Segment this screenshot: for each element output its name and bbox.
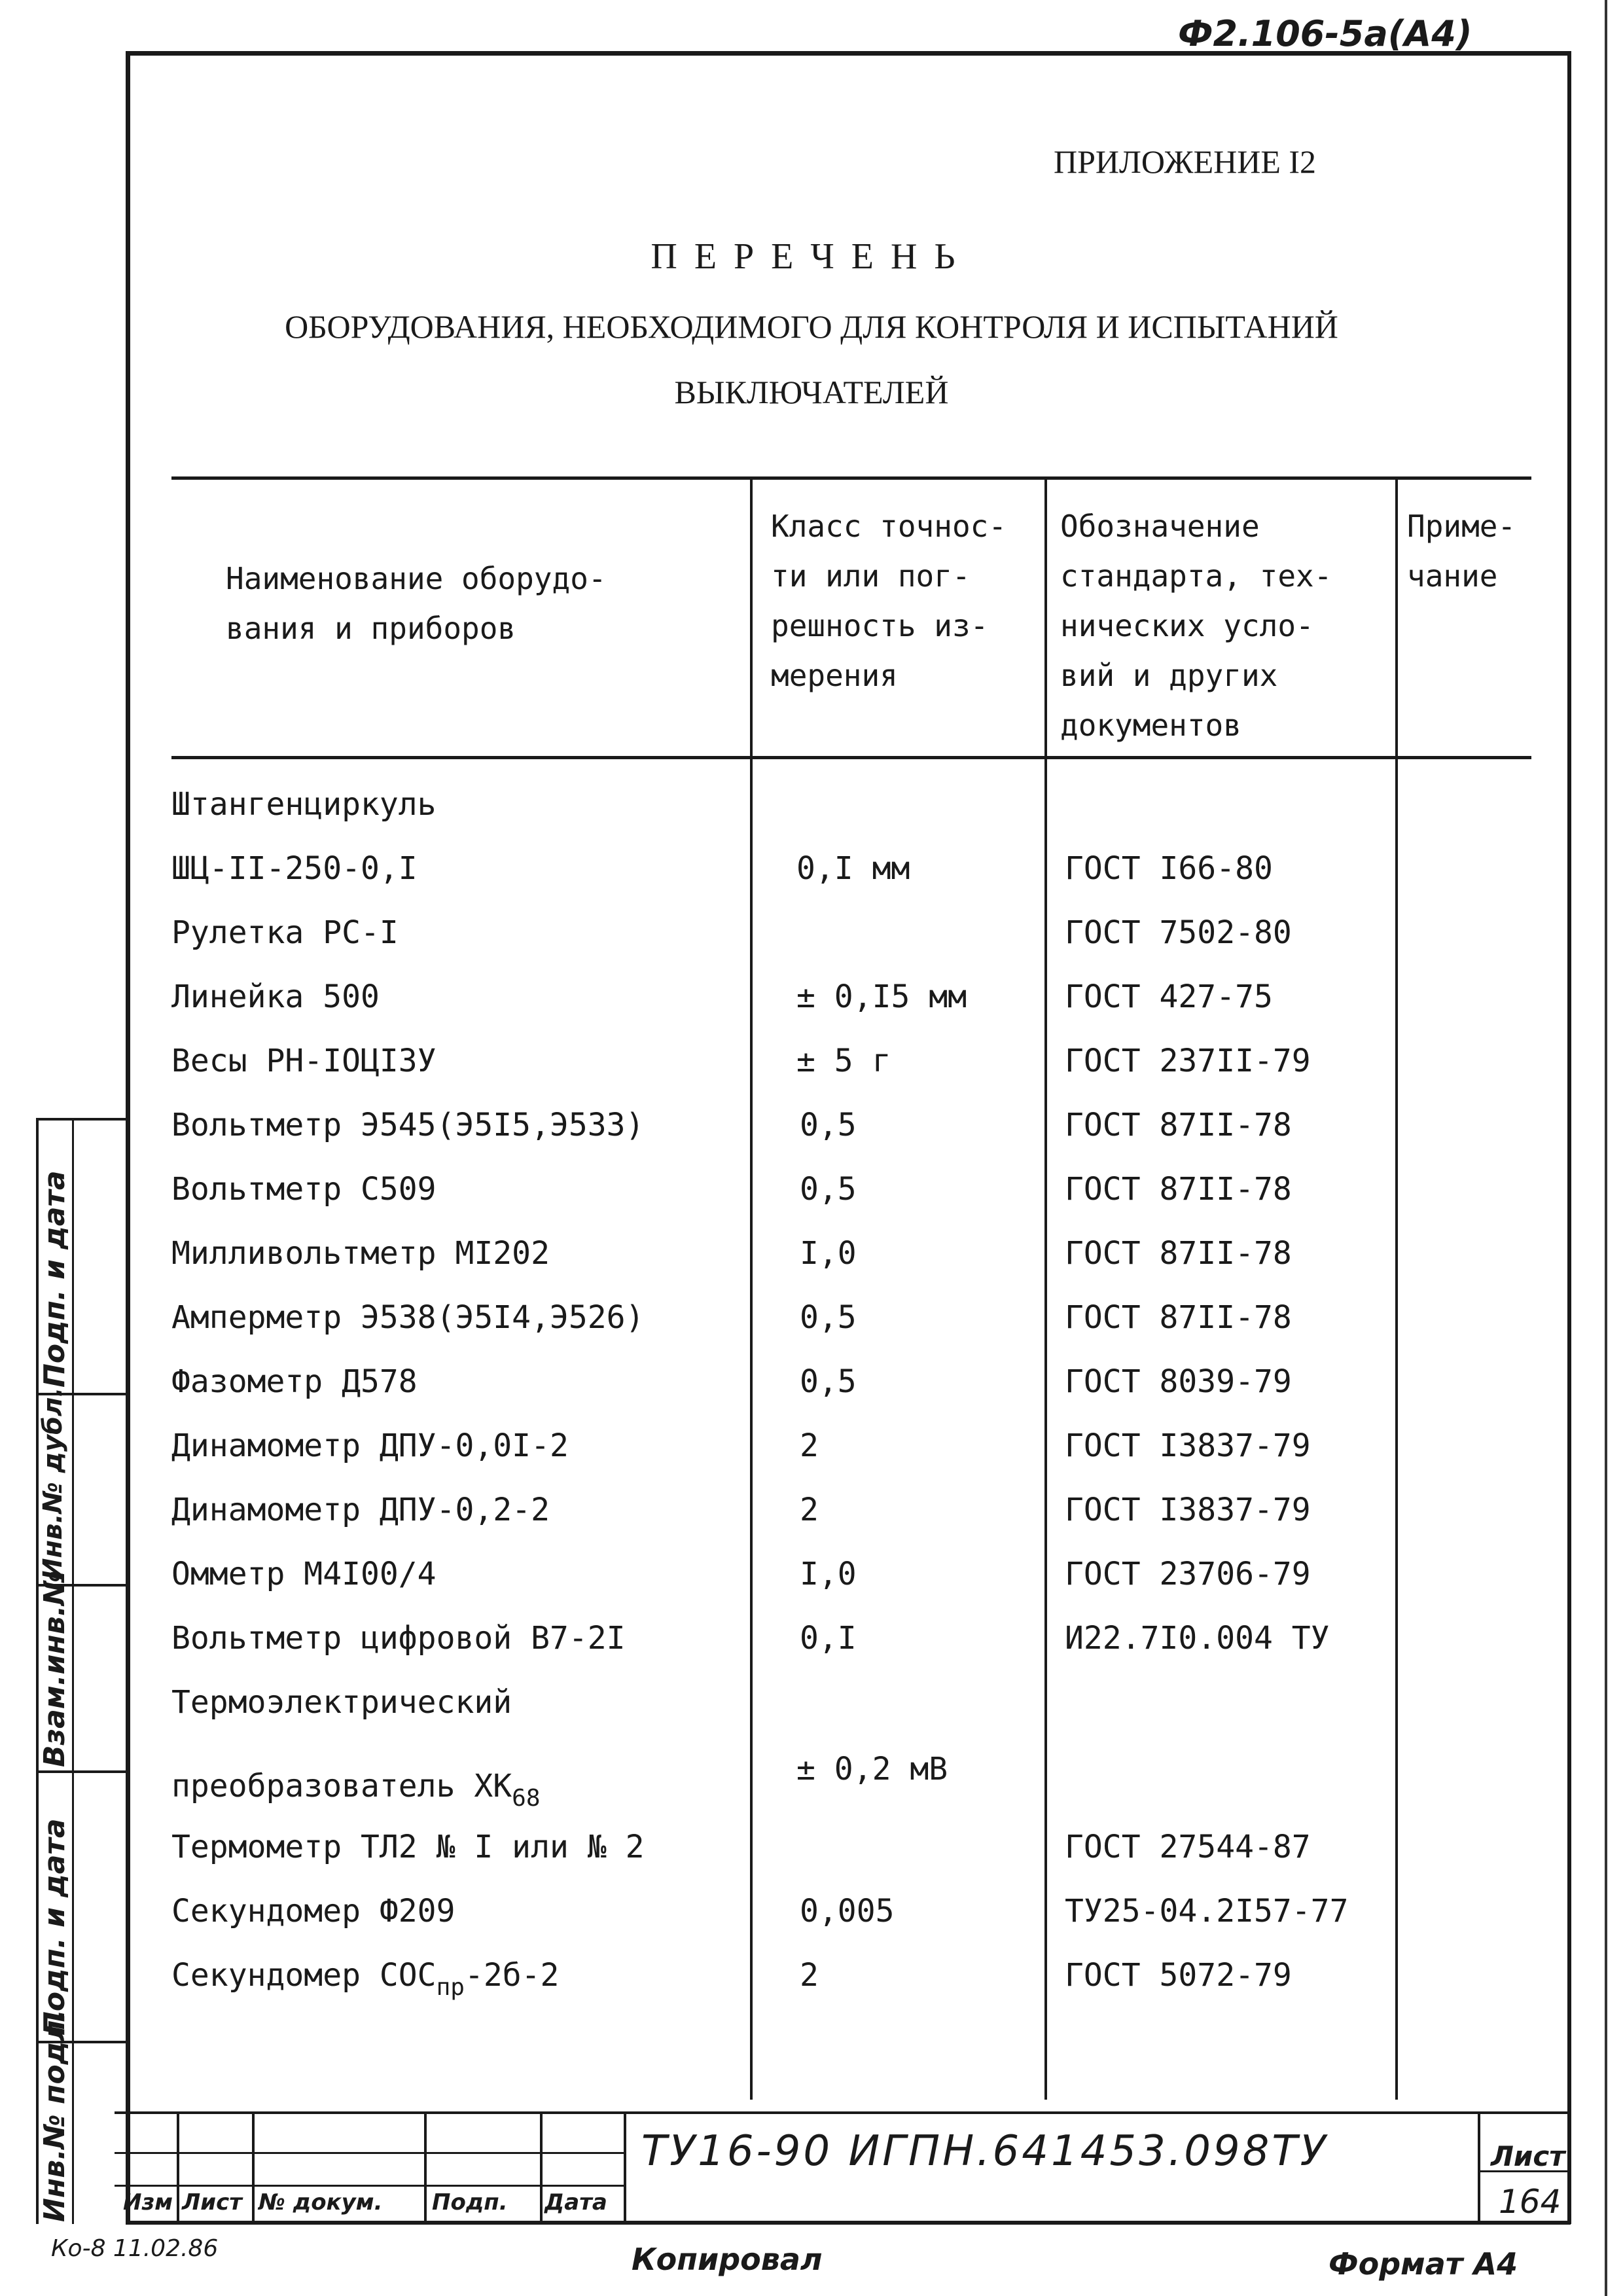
cell-accuracy: 0,I мм bbox=[796, 850, 910, 887]
table-row bbox=[171, 1093, 1546, 1157]
cell-accuracy: ± 0,I5 мм bbox=[796, 978, 967, 1015]
cell-name: ШЦ-II-250-0,I bbox=[171, 850, 418, 887]
column-header-accuracy: Класс точнос- ти или пог- решность из- мерения bbox=[771, 509, 1007, 693]
cell-standard: ГОСТ I3837-79 bbox=[1065, 1492, 1311, 1528]
cell-name-tail: -2б-2 bbox=[464, 1957, 560, 1994]
cell-name: Термоэлектрический bbox=[171, 1684, 512, 1721]
cell-name: Вольтметр цифровой В7-2I bbox=[171, 1620, 626, 1657]
cell-name: Линейка 500 bbox=[171, 978, 380, 1015]
side-stamp-label: Инв.№ дубл. bbox=[38, 1387, 68, 1580]
table-row bbox=[171, 1943, 1546, 2007]
cell-accuracy: 2 bbox=[800, 1427, 819, 1464]
cell-standard: ГОСТ 5072-79 bbox=[1065, 1957, 1292, 1994]
cell-standard: ГОСТ I3837-79 bbox=[1065, 1427, 1311, 1464]
cell-name-subscript: пр bbox=[436, 1974, 465, 2001]
cell-accuracy: 0,I bbox=[800, 1620, 857, 1657]
title-block-divider bbox=[424, 2111, 427, 2223]
title-block-col-label: Подп. bbox=[432, 2189, 508, 2215]
cell-standard: ТУ25-04.2I57-77 bbox=[1065, 1893, 1349, 1929]
table-row bbox=[171, 1350, 1546, 1414]
table-row bbox=[171, 1221, 1546, 1285]
cell-accuracy: 0,5 bbox=[800, 1107, 857, 1143]
title-block-divider bbox=[177, 2111, 179, 2223]
side-stamp-label: Инв.№ подл. bbox=[38, 2009, 71, 2222]
column-header-name: Наименование оборудо- вания и приборов bbox=[226, 561, 607, 646]
cell-name: Термометр ТЛ2 № I или № 2 bbox=[171, 1829, 645, 1865]
cell-standard: ГОСТ 237II-79 bbox=[1065, 1043, 1311, 1079]
table-row bbox=[171, 1670, 1546, 1734]
cell-name: Штангенциркуль bbox=[171, 786, 437, 823]
title-block-inner-rule-1 bbox=[115, 2152, 625, 2154]
table-row bbox=[171, 901, 1546, 965]
table-header-rule bbox=[171, 756, 1531, 759]
side-stamp-rule bbox=[36, 1118, 128, 1121]
table-row bbox=[171, 1815, 1546, 1879]
cell-accuracy: 0,5 bbox=[800, 1363, 857, 1400]
cell-standard: ГОСТ 7502-80 bbox=[1065, 914, 1292, 951]
cell-name bbox=[171, 1943, 559, 2007]
cell-name: Вольтметр Э545(Э5I5,Э533) bbox=[171, 1107, 645, 1143]
cell-accuracy: ± 5 г bbox=[796, 1043, 891, 1079]
side-stamp-label: Взам.инв.№ bbox=[38, 1570, 71, 1767]
title-block-divider bbox=[252, 2111, 255, 2223]
cell-standard: ГОСТ 427-75 bbox=[1065, 978, 1273, 1015]
table-row bbox=[171, 1157, 1546, 1221]
cell-standard: ГОСТ 87II-78 bbox=[1065, 1235, 1292, 1272]
side-stamp-label: Подп. и дата bbox=[38, 1170, 71, 1388]
document-designation: ТУ16-90 ИГПН.641453.098ТУ bbox=[641, 2127, 1329, 2176]
cell-name: Милливольтметр МI202 bbox=[171, 1235, 550, 1272]
table-row bbox=[171, 1879, 1546, 1943]
title-block-col-label: Дата bbox=[544, 2189, 607, 2215]
title-block-col-label: Лист bbox=[182, 2189, 242, 2215]
title-block-col-label: № докум. bbox=[259, 2189, 383, 2215]
column-header-standard: Обозначение стандарта, тех- нических усло- вий и других документов bbox=[1060, 509, 1332, 743]
table-row bbox=[171, 1414, 1546, 1478]
form-code: Ф2.106-5а(А4) bbox=[1178, 13, 1472, 54]
copied-by-label: Копировал bbox=[632, 2242, 823, 2277]
cell-name: Амперметр Э538(Э5I4,Э526) bbox=[171, 1299, 645, 1336]
cell-accuracy: 2 bbox=[800, 1492, 819, 1528]
signature-note: Ко-8 11.02.86 bbox=[51, 2235, 219, 2262]
side-stamp-inner-border bbox=[72, 1118, 74, 2224]
table-row bbox=[171, 1606, 1546, 1670]
table-top-rule bbox=[171, 476, 1531, 480]
cell-name: Динамометр ДПУ-0,2-2 bbox=[171, 1492, 550, 1528]
table-row bbox=[171, 965, 1546, 1029]
cell-name: Фазометр Д578 bbox=[171, 1363, 418, 1400]
table-row bbox=[171, 1542, 1546, 1606]
cell-standard: ГОСТ I66-80 bbox=[1065, 850, 1273, 887]
appendix-label: ПРИЛОЖЕНИЕ I2 bbox=[1054, 143, 1317, 180]
cell-name: Динамометр ДПУ-0,0I-2 bbox=[171, 1427, 569, 1464]
document-subtitle-line-1: ОБОРУДОВАНИЯ, НЕОБХОДИМОГО ДЛЯ КОНТРОЛЯ И ИСПЫТАНИЙ bbox=[285, 308, 1338, 345]
cell-standard: И22.7I0.004 ТУ bbox=[1065, 1620, 1330, 1657]
cell-standard: ГОСТ 87II-78 bbox=[1065, 1299, 1292, 1336]
cell-standard: ГОСТ 87II-78 bbox=[1065, 1171, 1292, 1208]
cell-standard: ГОСТ 8039-79 bbox=[1065, 1363, 1292, 1400]
cell-name: Секундомер Ф209 bbox=[171, 1893, 455, 1929]
document-title: ПЕРЕЧЕНЬ bbox=[651, 236, 972, 277]
frame-bottom-border bbox=[126, 2221, 1571, 2225]
cell-name-text: преобразователь ХК bbox=[171, 1768, 512, 1804]
column-header-note: Приме- чание bbox=[1407, 509, 1516, 594]
sheet-label: Лист bbox=[1491, 2140, 1565, 2172]
title-block-top-rule bbox=[115, 2111, 1571, 2114]
cell-accuracy: 0,5 bbox=[800, 1299, 857, 1336]
table-row bbox=[171, 836, 1546, 901]
table-row bbox=[171, 1029, 1546, 1093]
cell-name: Вольтметр С509 bbox=[171, 1171, 437, 1208]
cell-name: Весы РН-IОЦI3У bbox=[171, 1043, 437, 1079]
document-subtitle-line-2: ВЫКЛЮЧАТЕЛЕЙ bbox=[674, 374, 949, 410]
table-row bbox=[171, 1751, 1546, 1818]
table-row bbox=[171, 1285, 1546, 1350]
cell-standard: ГОСТ 87II-78 bbox=[1065, 1107, 1292, 1143]
cell-name-text: Секундомер СОС bbox=[171, 1957, 437, 1994]
format-label: Формат А4 bbox=[1329, 2246, 1518, 2282]
cell-accuracy: 0,5 bbox=[800, 1171, 857, 1208]
title-block-divider bbox=[624, 2111, 626, 2223]
table-row bbox=[171, 772, 1546, 836]
cell-accuracy: I,0 bbox=[800, 1235, 857, 1272]
table-row bbox=[171, 1478, 1546, 1542]
cell-name: Омметр М4I00/4 bbox=[171, 1556, 437, 1592]
title-block-inner-rule-2 bbox=[115, 2185, 625, 2187]
cell-standard: ГОСТ 23706-79 bbox=[1065, 1556, 1311, 1592]
sheet-number: 164 bbox=[1499, 2183, 1561, 2221]
cell-name bbox=[171, 1754, 541, 1818]
cell-accuracy: 2 bbox=[800, 1957, 819, 1994]
cell-name: Рулетка РС-I bbox=[171, 914, 399, 951]
title-block-divider bbox=[540, 2111, 543, 2223]
side-stamp-rule bbox=[36, 1770, 128, 1773]
cell-accuracy: 0,005 bbox=[800, 1893, 895, 1929]
cell-accuracy: I,0 bbox=[800, 1556, 857, 1592]
title-block-divider bbox=[1478, 2111, 1480, 2223]
cell-standard: ГОСТ 27544-87 bbox=[1065, 1829, 1311, 1865]
cell-accuracy: ± 0,2 мВ bbox=[796, 1751, 948, 1787]
title-block-col-label: Изм bbox=[123, 2189, 173, 2215]
cell-name-subscript: 68 bbox=[512, 1785, 541, 1812]
side-stamp-label: Подп. и дата bbox=[38, 1818, 71, 2036]
